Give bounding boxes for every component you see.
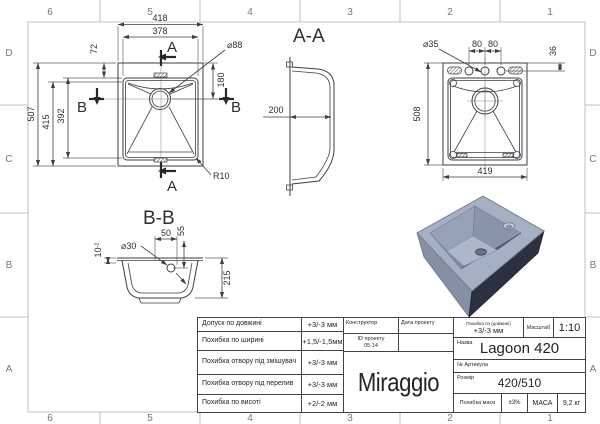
tolerance-value: +1,5/-1,5мм xyxy=(302,336,343,346)
size-value: 420/510 xyxy=(497,376,542,390)
clamp-mark xyxy=(448,67,462,74)
sink-faucet-hole-inner xyxy=(505,225,512,229)
plan-view xyxy=(100,58,222,170)
zone-bottom-3: 3 xyxy=(347,413,353,424)
zone-left-d: D xyxy=(5,48,13,59)
table-row xyxy=(198,395,343,412)
table-row xyxy=(454,318,585,338)
scale-label: Масштаб xyxy=(524,318,554,337)
project-id-value: 05.14 xyxy=(364,342,378,349)
section-bb-view xyxy=(117,208,203,303)
dim-drain-dia: ⌀88 xyxy=(227,40,243,50)
general-tolerance-cell xyxy=(454,318,524,337)
zone-top-6: 6 xyxy=(47,7,53,18)
sink-drain-3d xyxy=(476,249,487,255)
dim-419: 419 xyxy=(477,166,493,176)
section-aa-profile xyxy=(263,26,334,196)
brand-logo: Miraggio xyxy=(357,366,440,397)
size-label: Розмір xyxy=(457,375,475,381)
zone-left-c: C xyxy=(5,154,13,165)
dim-faucet-dia: ⌀35 xyxy=(423,39,439,49)
table-row xyxy=(454,373,585,394)
zone-top-5: 5 xyxy=(147,7,153,18)
tolerance-label: Похибка по ширині xyxy=(198,332,302,350)
clamp-mark xyxy=(509,67,523,74)
dim-215: 215 xyxy=(222,270,232,286)
zone-right-c: C xyxy=(589,154,597,165)
tolerance-label: Похибка по висоті xyxy=(198,395,302,412)
zone-right-a: A xyxy=(589,364,597,375)
project-date-label: Дата проекту xyxy=(401,320,435,326)
dim-r10: R10 xyxy=(213,171,230,181)
table-row xyxy=(454,394,585,412)
dim-10: $10^{-2}$ xyxy=(93,242,103,258)
faucet-hole xyxy=(497,67,505,75)
dim-378: 378 xyxy=(152,26,168,36)
tolerance-value: +3/-3 мм xyxy=(307,358,338,367)
zone-bottom-4: 4 xyxy=(247,413,253,424)
faucet-hole xyxy=(465,67,473,75)
dim-50: 50 xyxy=(160,228,172,238)
zone-left-b: B xyxy=(5,260,13,271)
section-aa-view xyxy=(443,58,527,170)
section-bb-title: B-B xyxy=(143,208,175,229)
constructor-label: Конструктор xyxy=(344,318,399,333)
title-block-right xyxy=(454,318,585,412)
dim-80-2: 80 xyxy=(487,39,499,49)
dim-415: 415 xyxy=(41,114,51,130)
general-tolerance-label: Похибка по (довжині) xyxy=(466,320,511,326)
general-tolerance-value: +3/-3 мм xyxy=(473,325,504,335)
zone-top-3: 3 xyxy=(347,7,353,18)
zone-left-a: A xyxy=(5,364,13,375)
mass-label: МАСА xyxy=(528,394,558,412)
mass-tolerance-value: ±3% xyxy=(502,394,528,412)
tolerance-label: Похибка отвору під перелив xyxy=(198,375,302,394)
clamp-mark xyxy=(154,158,167,162)
clamp-mark xyxy=(503,154,513,158)
dim-418: 418 xyxy=(152,13,168,23)
zone-bottom-5: 5 xyxy=(147,413,153,424)
dim-200: 200 xyxy=(268,105,284,115)
dim-392: 392 xyxy=(56,108,66,124)
dim-36: 36 xyxy=(548,45,558,57)
table-row xyxy=(454,360,585,373)
mass-tolerance-label: Похибка маси xyxy=(454,394,502,412)
tolerance-value: +3/-3 мм xyxy=(307,380,338,389)
section-bb-dimensions xyxy=(93,226,232,298)
zone-top-2: 2 xyxy=(447,7,453,18)
sink-3d-render xyxy=(417,196,544,317)
zone-bottom-6: 6 xyxy=(47,413,53,424)
plan-dimensions xyxy=(26,13,242,181)
article-label: № Артикула xyxy=(457,362,488,368)
section-aa-title: A-A xyxy=(293,26,325,47)
dim-drain-dia-bb: ⌀30 xyxy=(121,241,137,251)
section-a-label-bottom: A xyxy=(167,178,178,195)
dim-80-1: 80 xyxy=(471,39,483,49)
section-a-label-top: A xyxy=(167,39,178,56)
dim-72: 72 xyxy=(89,43,99,55)
table-row xyxy=(198,318,343,332)
tolerance-value: +3/-3 мм xyxy=(307,320,338,329)
zone-top-4: 4 xyxy=(247,7,253,18)
table-row xyxy=(344,318,453,334)
name-label: Назва xyxy=(457,340,473,346)
tolerance-label: Допуск по довжині xyxy=(198,318,302,331)
title-block-middle xyxy=(344,318,454,412)
tolerance-table xyxy=(198,318,344,412)
zone-top-1: 1 xyxy=(547,7,553,18)
empty-cell xyxy=(399,334,453,351)
table-row xyxy=(344,334,453,352)
dim-508: 508 xyxy=(412,106,422,122)
table-row xyxy=(454,338,585,360)
dim-55: 55 xyxy=(176,225,186,237)
zone-right-d: D xyxy=(589,48,597,59)
clamp-mark xyxy=(457,154,467,158)
zone-bottom-2: 2 xyxy=(447,413,453,424)
project-id-label: ID проекту xyxy=(357,336,385,342)
mass-value: 9,2 кг xyxy=(562,399,581,407)
section-b-label-left: B xyxy=(77,99,88,116)
clamp-mark xyxy=(154,73,167,77)
zone-right-b: B xyxy=(589,260,597,271)
product-name: Lagoon 420 xyxy=(479,340,560,357)
section-b-label-right: B xyxy=(231,99,242,116)
zone-bottom-1: 1 xyxy=(547,413,553,424)
tolerance-value: +2/-2 мм xyxy=(307,399,338,408)
table-row xyxy=(198,351,343,375)
title-block xyxy=(197,317,586,413)
table-row xyxy=(198,332,343,351)
dim-507: 507 xyxy=(26,106,36,122)
tolerance-label: Похибка отвору під змішувач xyxy=(198,351,302,374)
dim-180: 180 xyxy=(216,72,226,88)
scale-value: 1:10 xyxy=(558,321,581,334)
table-row xyxy=(198,375,343,395)
project-id-cell xyxy=(344,334,399,351)
